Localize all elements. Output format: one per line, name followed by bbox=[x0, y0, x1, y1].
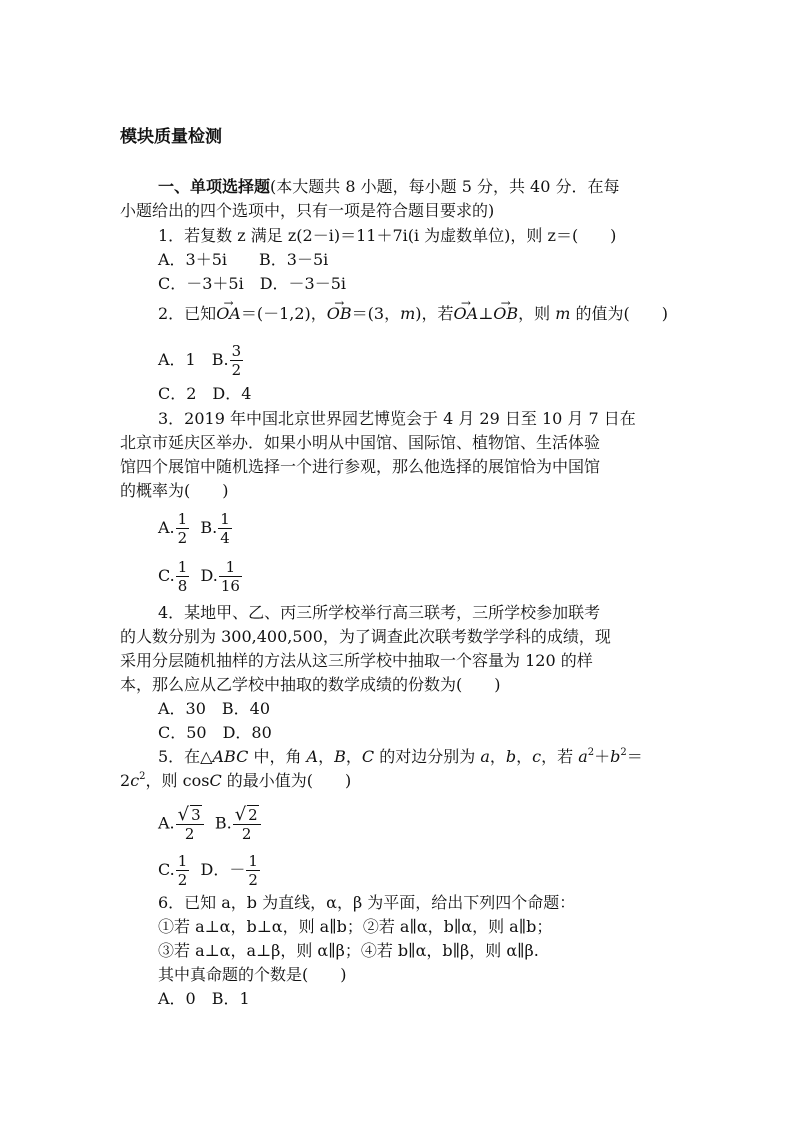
q5-line-1 bbox=[158, 747, 643, 767]
q5-text: 的对边分别为 bbox=[374, 747, 481, 766]
option-label: D．－ bbox=[200, 860, 246, 879]
section-desc-2: 小题给出的四个选项中，只有一项是符合题目要求的) bbox=[120, 201, 495, 220]
side-a: a bbox=[480, 747, 490, 766]
q5-text: ＝ bbox=[626, 747, 643, 766]
section-heading-line-1 bbox=[158, 177, 620, 197]
q2-text: 2．已知 bbox=[158, 304, 217, 323]
radicand: 2 bbox=[248, 806, 258, 824]
q6-line-2: ①若 a⊥α，b⊥α，则 a∥b；②若 a∥α，b∥α，则 a∥b； bbox=[158, 917, 553, 936]
q5-text: 5．在△ bbox=[158, 747, 213, 766]
q5-options-cd bbox=[158, 852, 261, 889]
option-label: B. bbox=[214, 813, 232, 833]
q5-text: 中，角 bbox=[248, 747, 307, 766]
q4-line-1: 4．某地甲、乙、丙三所学校举行高三联考，三所学校参加联考 bbox=[158, 603, 601, 622]
side-a: a bbox=[578, 747, 588, 766]
q5-text: ， bbox=[516, 747, 533, 766]
angle-c: C bbox=[209, 771, 222, 790]
q5-text: 的最小值为( ) bbox=[221, 771, 352, 790]
q2-text: )，若 bbox=[415, 304, 454, 323]
q5-text: ，则 cos bbox=[145, 771, 210, 790]
vector-oa: → OA bbox=[454, 304, 479, 324]
q4-options-ab: A．30 B．40 bbox=[158, 699, 271, 718]
section-label: 一、单项选择题 bbox=[158, 177, 271, 196]
numerator: 1 bbox=[220, 510, 230, 528]
q5-text: ，若 bbox=[541, 747, 579, 766]
q2-options-cd: C．2 D．4 bbox=[158, 384, 252, 403]
option-label: B. bbox=[200, 518, 218, 537]
q1-options-cd: C．－3＋5i D．－3－5i bbox=[158, 274, 347, 293]
q2-text: ＝(3， bbox=[351, 304, 401, 323]
q3-options-ab bbox=[158, 510, 233, 547]
side-c: c bbox=[130, 771, 140, 790]
section-desc-1: (本大题共 8 小题，每小题 5 分，共 40 分．在每 bbox=[270, 177, 620, 196]
numerator: 1 bbox=[177, 510, 188, 528]
q5-text: 2 bbox=[120, 771, 131, 790]
q2-text: ，则 bbox=[518, 304, 556, 323]
numerator: 1 bbox=[248, 852, 258, 870]
q3-options-cd bbox=[158, 558, 243, 595]
denominator: 2 bbox=[177, 871, 188, 889]
angle-b: B bbox=[334, 747, 346, 766]
option-label: C. bbox=[158, 566, 175, 585]
denominator: 16 bbox=[220, 577, 240, 595]
perp-symbol: ⊥ bbox=[478, 304, 494, 323]
q3-line-2: 北京市延庆区举办．如果小明从中国馆、国际馆、植物馆、生活体验 bbox=[120, 433, 601, 452]
side-b: b bbox=[505, 747, 517, 766]
q3-line-4: 的概率为( ) bbox=[120, 481, 229, 500]
vector-ob: → OB bbox=[327, 304, 352, 324]
q3-line-3: 馆四个展馆中随机选择一个进行参观，那么他选择的展馆恰为中国馆 bbox=[120, 457, 601, 476]
fraction bbox=[246, 852, 260, 889]
fraction bbox=[218, 510, 232, 547]
q5-line-2 bbox=[120, 771, 351, 791]
q2-stem bbox=[158, 304, 668, 324]
option-label: A. bbox=[158, 813, 175, 833]
exponent: 2 bbox=[139, 771, 146, 782]
q6-line-3: ③若 a⊥α，a⊥β，则 α∥β；④若 b∥α，b∥β，则 α∥β. bbox=[158, 941, 539, 960]
denominator: 2 bbox=[248, 871, 258, 889]
option-label: C. bbox=[158, 860, 175, 879]
q3-line-1: 3．2019 年中国北京世界园艺博览会于 4 月 29 日至 10 月 7 日在 bbox=[158, 409, 636, 428]
fraction bbox=[176, 805, 204, 843]
q5-text: ， bbox=[345, 747, 362, 766]
exponent: 2 bbox=[620, 747, 627, 758]
side-b: b bbox=[610, 747, 621, 766]
q6-line-4: 其中真命题的个数是( ) bbox=[158, 965, 347, 984]
q4-line-3: 采用分层随机抽样的方法从这三所学校中抽取一个容量为 120 的样 bbox=[120, 651, 593, 670]
triangle-name: ABC bbox=[212, 747, 249, 766]
q4-line-2: 的人数分别为 300,400,500，为了调查此次联考数学学科的成绩，现 bbox=[120, 627, 611, 646]
q2-text: ＝(－1,2)， bbox=[240, 304, 327, 323]
q4-options-cd: C．50 D．80 bbox=[158, 723, 272, 742]
q2-text: 的值为( ) bbox=[570, 304, 668, 323]
denominator: 2 bbox=[231, 361, 242, 379]
fraction bbox=[176, 558, 190, 595]
var-m: m bbox=[400, 304, 416, 323]
q6-line-1: 6．已知 a，b 为直线，α，β 为平面，给出下列四个命题： bbox=[158, 893, 576, 912]
numerator: 1 bbox=[177, 558, 188, 576]
denominator: 8 bbox=[177, 577, 188, 595]
fraction bbox=[176, 510, 190, 547]
numerator: 1 bbox=[177, 852, 188, 870]
numerator: √ 3 bbox=[177, 804, 201, 825]
fraction bbox=[176, 852, 190, 889]
q5-options-ab bbox=[158, 805, 262, 843]
q6-options-ab: A．0 B．1 bbox=[158, 989, 250, 1008]
exponent: 2 bbox=[587, 747, 595, 758]
denominator: 2 bbox=[176, 824, 204, 843]
option-label: A. bbox=[158, 518, 175, 537]
denominator: 4 bbox=[220, 529, 230, 547]
q5-text: ＋ bbox=[594, 747, 611, 766]
numerator: √ 2 bbox=[234, 804, 258, 825]
numerator: 3 bbox=[231, 342, 242, 360]
q1-stem: 1．若复数 z 满足 z(2－i)＝11＋7i(i 为虚数单位)，则 z＝( ) bbox=[158, 226, 617, 245]
page-title: 模块质量检测 bbox=[120, 127, 222, 147]
q1-options-ab: A．3＋5i B．3－5i bbox=[158, 250, 329, 269]
vector-oa: → OA bbox=[216, 304, 241, 324]
angle-c: C bbox=[361, 747, 375, 766]
fraction bbox=[219, 558, 242, 595]
q5-text: ， bbox=[489, 747, 506, 766]
vector-ob: → OB bbox=[493, 304, 518, 324]
q2-option-a: A．1 B. bbox=[158, 350, 229, 369]
denominator: 2 bbox=[233, 824, 261, 843]
q5-text: ， bbox=[318, 747, 335, 766]
angle-a: A bbox=[306, 747, 319, 766]
numerator: 1 bbox=[225, 558, 236, 576]
radicand: 3 bbox=[191, 806, 201, 824]
fraction bbox=[230, 342, 244, 379]
side-c: c bbox=[532, 747, 542, 766]
option-label: D. bbox=[200, 566, 218, 585]
q2-options-ab bbox=[158, 342, 244, 379]
var-m: m bbox=[555, 304, 571, 323]
denominator: 2 bbox=[177, 529, 188, 547]
q4-line-4: 本，那么应从乙学校中抽取的数学成绩的份数为( ) bbox=[120, 675, 501, 694]
fraction bbox=[233, 805, 261, 843]
